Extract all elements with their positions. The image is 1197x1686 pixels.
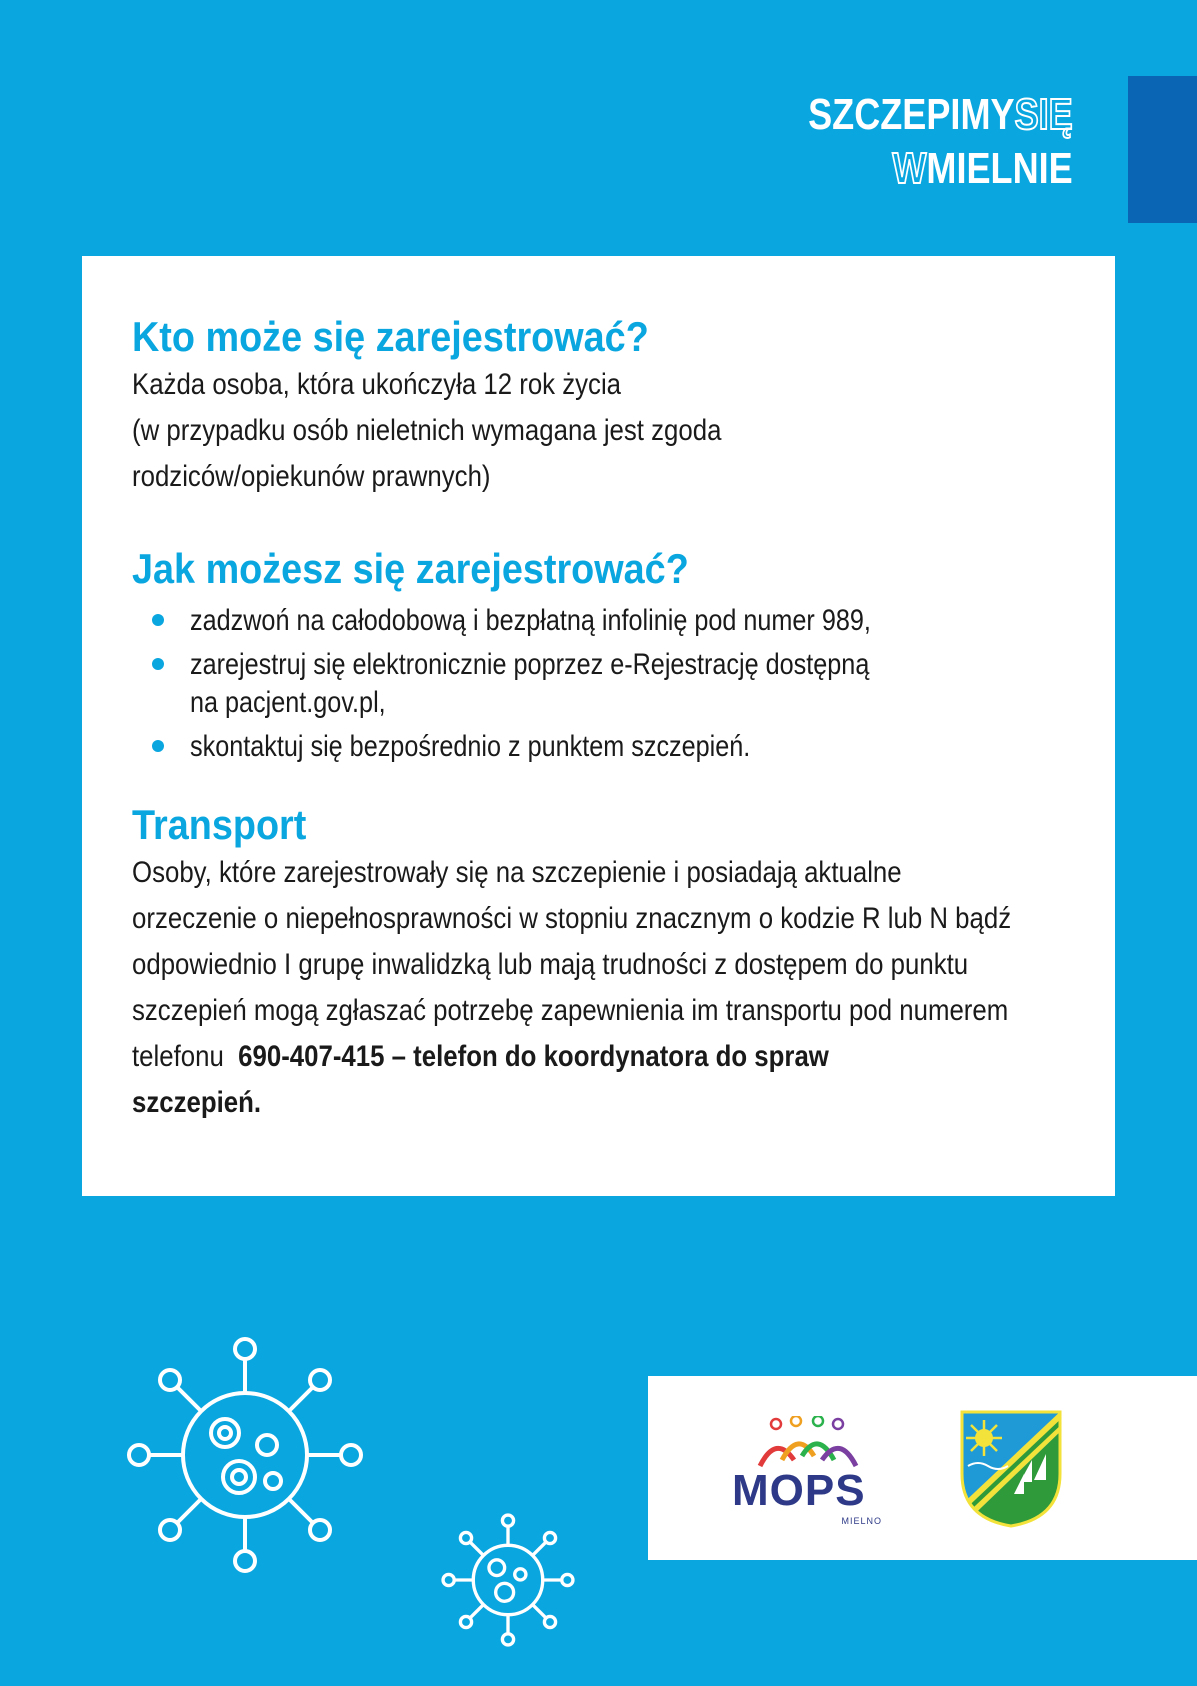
who-text (132, 362, 1078, 500)
campaign-logo (808, 88, 1073, 196)
virus-small-icon (438, 1510, 578, 1650)
corner-tab (1128, 76, 1197, 223)
heading-who: Kto może się zarejestrować? (132, 313, 649, 360)
virus-icon (120, 1330, 370, 1580)
transport-phone-line: telefonu 690-407-415 – telefon do koordynatora do spraw (132, 1040, 829, 1073)
coordinator-phone: 690-407-415 – telefon do koordynatora do spraw (238, 1040, 829, 1073)
mops-people-icon (732, 1416, 882, 1472)
campaign-word-szczepimy: SZCZEPIMY (808, 90, 1015, 139)
who-line: Każda osoba, która ukończyła 12 rok życia (132, 368, 622, 401)
how-list (132, 602, 1082, 766)
transport-text (132, 850, 1078, 1126)
campaign-word-w: W (892, 144, 927, 193)
campaign-word-sie: SIĘ (1014, 90, 1073, 139)
list-item: zarejestruj się elektronicznie poprzez e-Rejestrację dostępną na pacjent.gov.pl, (132, 646, 1082, 722)
who-line: rodziców/opiekunów prawnych) (132, 460, 491, 493)
mops-logo (732, 1416, 882, 1528)
list-item: zadzwoń na całodobową i bezpłatną infolinię pod numer 989, (132, 602, 1082, 640)
info-card (82, 256, 1115, 1196)
mops-wordmark: MOPS (732, 1466, 866, 1515)
transport-phone-end: szczepień. (132, 1086, 262, 1119)
partner-logos (648, 1376, 1197, 1560)
bullet-dot-icon (152, 614, 164, 626)
campaign-word-mielnie: MIELNIE (926, 144, 1073, 193)
campaign-logo-line2 (808, 142, 1073, 196)
heading-transport: Transport (132, 801, 307, 848)
transport-line: orzeczenie o niepełnosprawności w stopniu znacznym o kodzie R lub N bądź (132, 902, 1012, 935)
heading-how: Jak możesz się zarejestrować? (132, 545, 689, 592)
bullet-dot-icon (152, 658, 164, 670)
mops-subtitle: MIELNO (841, 1516, 882, 1526)
transport-line: odpowiednio I grupę inwalidzką lub mają trudności z dostępem do punktu (132, 948, 969, 981)
who-line: (w przypadku osób nieletnich wymagana jest zgoda (132, 414, 722, 447)
list-item: skontaktuj się bezpośrednio z punktem szczepień. (132, 728, 1082, 766)
campaign-logo-line1 (808, 88, 1073, 142)
transport-line: Osoby, które zarejestrowały się na szczepienie i posiadają aktualne (132, 856, 902, 889)
transport-line: szczepień mogą zgłaszać potrzebę zapewnienia im transportu pod numerem (132, 994, 1009, 1027)
mielno-coat-of-arms-icon (958, 1408, 1064, 1530)
bullet-dot-icon (152, 740, 164, 752)
